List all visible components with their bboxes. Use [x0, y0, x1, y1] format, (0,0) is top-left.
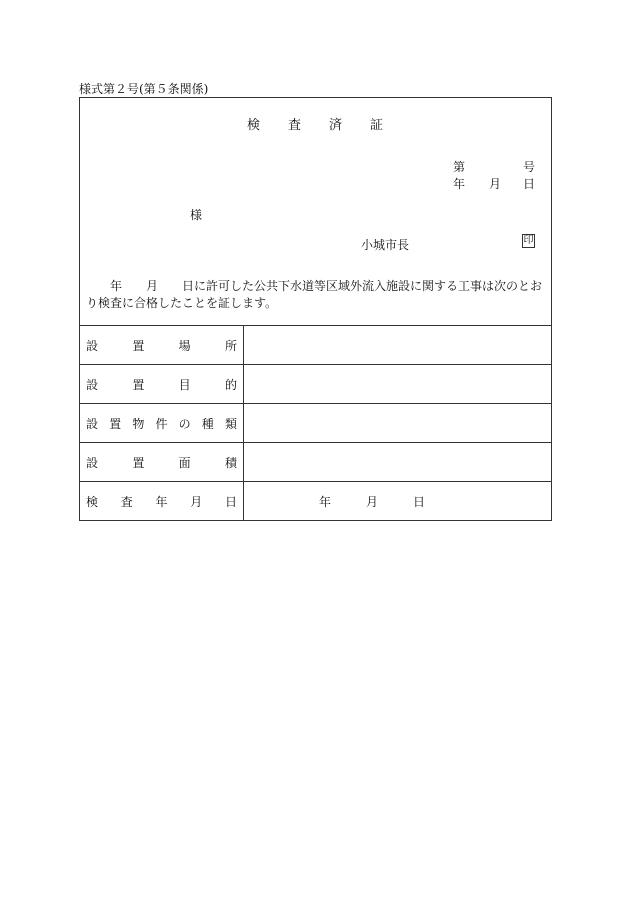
title-char: 済 [329, 118, 343, 133]
row-value-type[interactable] [244, 404, 552, 443]
table-row [80, 326, 552, 365]
row-value-purpose[interactable] [244, 365, 552, 404]
issuer-name: 小城市長 [361, 238, 410, 252]
issue-month: 月 [489, 177, 502, 191]
row-label-area: 設 置 面 積 [80, 443, 244, 482]
table-row [80, 404, 552, 443]
form-number-label: 様式第２号(第５条関係) [79, 82, 209, 96]
row-value-inspection-date[interactable]: 年 月 日 [244, 482, 552, 521]
certificate-statement [86, 278, 548, 312]
table-row [80, 443, 552, 482]
addressee-suffix: 様 [190, 208, 203, 222]
details-table [79, 325, 552, 521]
number-suffix: 号 [522, 160, 535, 174]
row-label-purpose: 設 置 目 的 [80, 365, 244, 404]
issue-day: 日 [522, 177, 535, 191]
cert-year: 年 [110, 279, 123, 293]
document-title [0, 114, 630, 133]
table-row [80, 482, 552, 521]
title-char: 証 [370, 118, 384, 133]
issue-year: 年 [453, 177, 466, 191]
title-char: 検 [246, 118, 260, 133]
row-label-location: 設 置 場 所 [80, 326, 244, 365]
row-label-inspection-date: 検 査 年 月 日 [80, 482, 244, 521]
table-row [80, 365, 552, 404]
number-prefix: 第 [453, 160, 466, 174]
row-value-area[interactable] [244, 443, 552, 482]
seal-mark: 印 [523, 235, 534, 246]
cert-text: 日に許可した公共下水道等区域外流入施設に関する工事は次のとおり検査に合格したことを証します。 [86, 279, 543, 310]
title-char: 査 [287, 118, 301, 133]
row-label-type: 設 置 物 件 の 種 類 [80, 404, 244, 443]
row-value-location[interactable] [244, 326, 552, 365]
cert-month: 月 [146, 279, 159, 293]
